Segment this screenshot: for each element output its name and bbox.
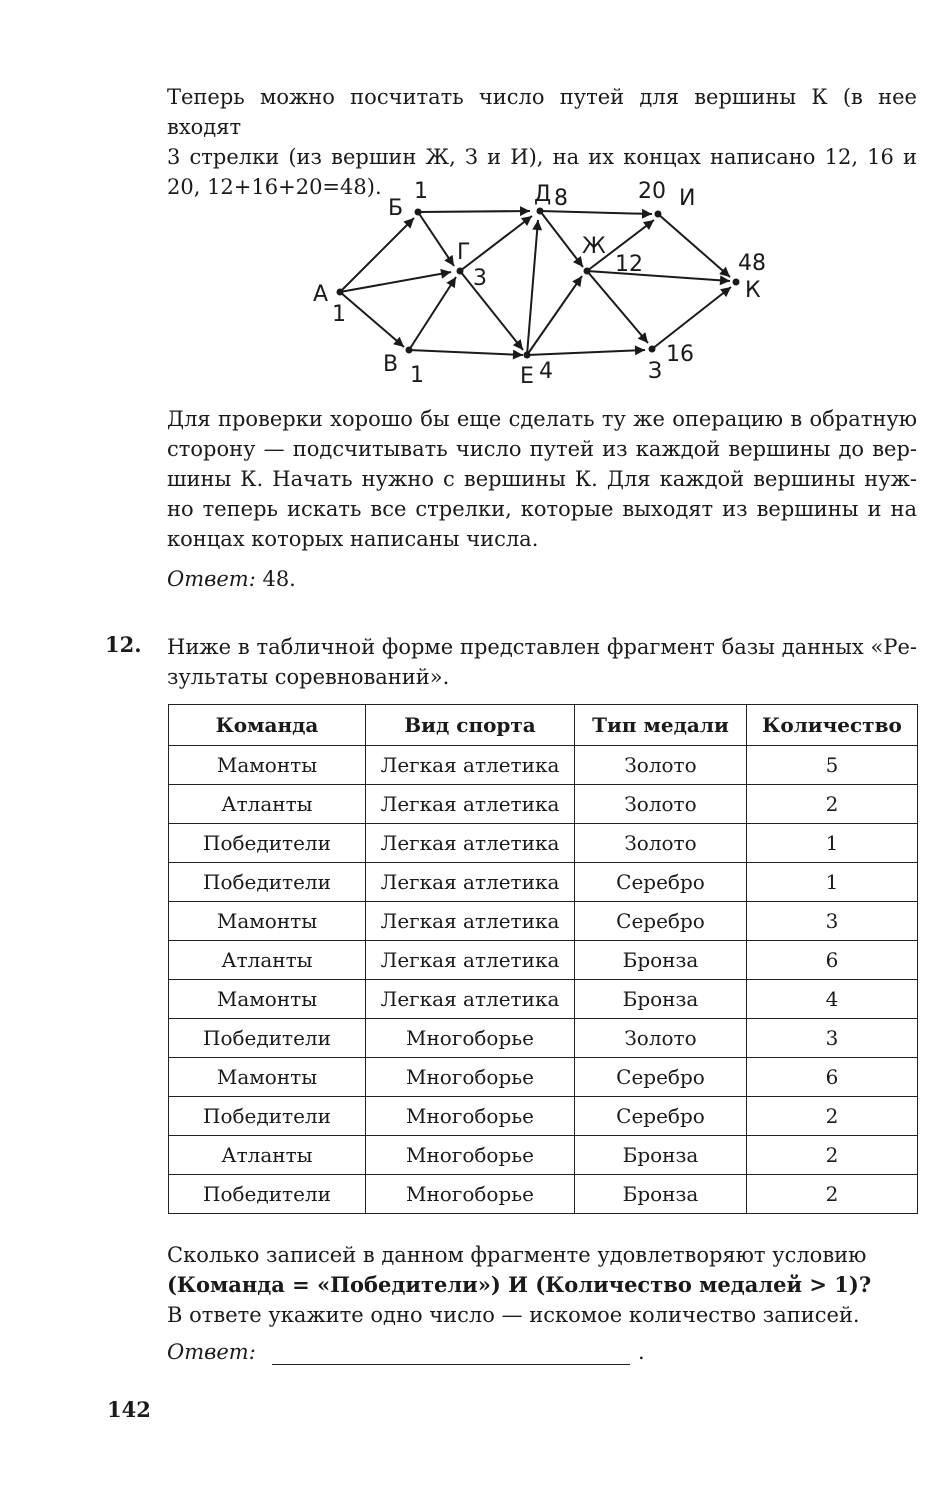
table-cell: Золото — [575, 785, 747, 824]
table-row — [169, 1175, 918, 1214]
edge-d-i — [540, 211, 652, 214]
table-row — [169, 1019, 918, 1058]
vertex-d — [537, 208, 544, 215]
vertex-e — [524, 352, 531, 359]
table-cell: 2 — [747, 1175, 918, 1214]
table-row — [169, 746, 918, 785]
table-header-row — [169, 705, 918, 746]
table-row — [169, 863, 918, 902]
results-table — [168, 704, 918, 1214]
table-cell: 2 — [747, 1136, 918, 1175]
table-cell: 5 — [747, 746, 918, 785]
table-cell: Золото — [575, 824, 747, 863]
answer-label: Ответ: — [167, 567, 256, 591]
vertex-label: Д — [534, 182, 552, 207]
table-cell: Легкая атлетика — [366, 785, 575, 824]
table-cell: 2 — [747, 785, 918, 824]
table-cell: Легкая атлетика — [366, 863, 575, 902]
table-cell: Легкая атлетика — [366, 902, 575, 941]
vertex-zh — [584, 268, 591, 275]
answer-label: Ответ: — [167, 1340, 256, 1364]
table-cell: 6 — [747, 1058, 918, 1097]
edge-b-g — [418, 212, 454, 266]
vertex-count: 20 — [638, 179, 666, 204]
vertex-count: 1 — [332, 302, 346, 327]
vertex-label: А — [313, 282, 329, 307]
edge-g-d — [460, 216, 532, 271]
answer-value: 48. — [255, 567, 296, 591]
vertex-i — [655, 211, 662, 218]
task-line: Ниже в табличной форме представлен фрагмент базы данных «Ре- — [167, 635, 917, 659]
answer-end: . — [638, 1340, 645, 1364]
table-cell: Легкая атлетика — [366, 941, 575, 980]
check-line: но теперь искать все стрелки, которые выходят из вершины и на — [167, 497, 917, 521]
task-line: зультаты соревнований». — [167, 665, 450, 689]
table-cell: Серебро — [575, 902, 747, 941]
question-line: В ответе укажите одно число — искомое количество записей. — [167, 1303, 860, 1327]
table-cell: 1 — [747, 824, 918, 863]
table-row — [169, 1136, 918, 1175]
table-cell: Серебро — [575, 1058, 747, 1097]
table-cell: Многоборье — [366, 1097, 575, 1136]
table-cell: Победители — [169, 1097, 366, 1136]
edge-e-zh — [527, 276, 582, 355]
table-cell: Серебро — [575, 1097, 747, 1136]
table-cell: Легкая атлетика — [366, 980, 575, 1019]
task-12-text — [167, 632, 917, 692]
table-cell: 2 — [747, 1097, 918, 1136]
check-line: Для проверки хорошо бы еще сделать ту же операцию в обратную — [167, 407, 917, 431]
table-cell: Многоборье — [366, 1058, 575, 1097]
column-header: Количество — [747, 705, 918, 746]
table-cell: 6 — [747, 941, 918, 980]
table-cell: 1 — [747, 863, 918, 902]
vertex-label: Е — [520, 364, 534, 389]
edge-i-k — [658, 214, 730, 277]
table-cell: Золото — [575, 746, 747, 785]
edge-a-v — [340, 292, 404, 347]
page-number: 142 — [107, 1397, 151, 1422]
check-line: концах которых написаны числа. — [167, 527, 539, 551]
vertex-count: 4 — [539, 359, 553, 384]
table-cell: Бронза — [575, 1136, 747, 1175]
vertex-g — [457, 268, 464, 275]
table-cell: Мамонты — [169, 980, 366, 1019]
table-cell: Победители — [169, 824, 366, 863]
answer-1 — [167, 564, 917, 594]
table-cell: Победители — [169, 863, 366, 902]
vertex-v — [406, 347, 413, 354]
vertex-label: Г — [457, 240, 471, 265]
table-cell: Атланты — [169, 785, 366, 824]
table-cell: Победители — [169, 1175, 366, 1214]
table-row — [169, 1097, 918, 1136]
vertex-label: К — [745, 278, 761, 303]
vertex-count: 16 — [666, 342, 694, 367]
answer-blank-line[interactable] — [272, 1364, 630, 1365]
table-cell: Многоборье — [366, 1019, 575, 1058]
table-row — [169, 980, 918, 1019]
vertex-count: 1 — [414, 179, 428, 204]
paths-graph — [290, 168, 790, 398]
table-cell: Атланты — [169, 941, 366, 980]
column-header: Тип медали — [575, 705, 747, 746]
vertex-b — [415, 209, 422, 216]
question-line: Сколько записей в данном фрагменте удовлетворяют условию — [167, 1243, 867, 1267]
table-cell: Мамонты — [169, 1058, 366, 1097]
table-cell: Мамонты — [169, 902, 366, 941]
table-row — [169, 941, 918, 980]
table-cell: Золото — [575, 1019, 747, 1058]
table-cell: Мамонты — [169, 746, 366, 785]
table-cell: Бронза — [575, 980, 747, 1019]
table-cell: Легкая атлетика — [366, 824, 575, 863]
table-row — [169, 902, 918, 941]
intro-line: 3 стрелки (из вершин Ж, З и И), на их концах написано 12, 16 и — [167, 145, 917, 169]
table-cell: 3 — [747, 902, 918, 941]
edge-b-d — [418, 211, 530, 212]
question-text — [167, 1240, 917, 1330]
vertex-label: Б — [388, 196, 404, 221]
table-cell: Многоборье — [366, 1136, 575, 1175]
edge-z-k — [652, 287, 731, 349]
table-cell: Бронза — [575, 941, 747, 980]
vertex-count: 3 — [473, 266, 487, 291]
vertex-label: В — [383, 352, 399, 377]
table-row — [169, 824, 918, 863]
edge-zh-k — [587, 271, 730, 281]
edge-e-d — [527, 220, 538, 355]
vertex-count: 48 — [738, 251, 766, 276]
column-header: Вид спорта — [366, 705, 575, 746]
table-cell: Атланты — [169, 1136, 366, 1175]
table-cell: Серебро — [575, 863, 747, 902]
table-cell: Многоборье — [366, 1175, 575, 1214]
edge-v-e — [409, 350, 523, 355]
edge-zh-z — [587, 271, 648, 343]
vertex-label: Ж — [582, 234, 606, 259]
check-line: шины К. Начать нужно с вершины К. Для каждой вершины нуж- — [167, 467, 917, 491]
table-row — [169, 785, 918, 824]
edge-e-z — [527, 350, 645, 355]
intro-line: Теперь можно посчитать число путей для вершины К (в нее входят — [167, 85, 917, 139]
edge-g-e — [460, 271, 523, 350]
table-cell: Победители — [169, 1019, 366, 1058]
vertex-a — [337, 289, 344, 296]
table-row — [169, 1058, 918, 1097]
table-cell: 3 — [747, 1019, 918, 1058]
table-cell: 4 — [747, 980, 918, 1019]
table-cell: Бронза — [575, 1175, 747, 1214]
intro-line: 20, 12+16+20=48). — [167, 175, 382, 199]
vertex-label: З — [648, 359, 663, 384]
vertex-z — [649, 346, 656, 353]
edge-v-g — [409, 277, 456, 350]
answer-2 — [167, 1337, 917, 1367]
vertex-label: И — [679, 186, 696, 211]
task-number: 12. — [105, 632, 142, 657]
column-header: Команда — [169, 705, 366, 746]
vertex-k — [733, 279, 740, 286]
table-cell: Легкая атлетика — [366, 746, 575, 785]
question-condition: (Команда = «Победители») И (Количество медалей > 1)? — [167, 1272, 872, 1297]
vertex-count: 8 — [554, 186, 568, 211]
vertex-count: 12 — [615, 252, 643, 277]
vertex-count: 1 — [410, 363, 424, 388]
check-paragraph — [167, 404, 917, 554]
check-line: сторону — подсчитывать число путей из каждой вершины до вер- — [167, 437, 917, 461]
edge-d-zh — [540, 211, 583, 267]
